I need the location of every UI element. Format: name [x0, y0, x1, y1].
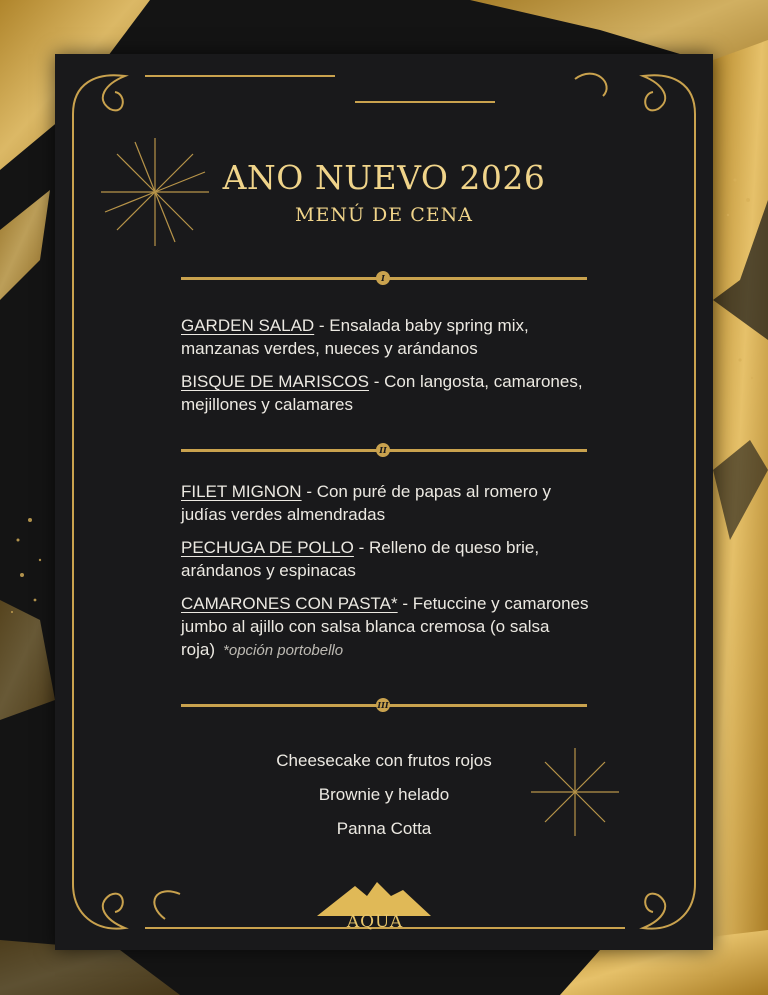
divider-course-1: [181, 271, 587, 285]
aqua-mountain-logo: [317, 882, 431, 916]
dessert-item: Cheesecake con frutos rojos: [276, 751, 492, 770]
item-note: *opción portobello: [223, 642, 344, 659]
course-marker: I: [376, 271, 390, 285]
dessert-item: Brownie y helado: [318, 785, 450, 804]
course-marker: III: [377, 700, 389, 710]
menu-item: BISQUE DE MARISCOS - Con langosta, camarones, mejillones y calamares: [181, 372, 583, 414]
dessert-item: Panna Cotta: [336, 819, 432, 838]
mains-section: [181, 480, 601, 662]
menu-item: FILET MIGNON - Con puré de papas al romero y judías verdes almendradas: [181, 482, 552, 524]
course-marker: II: [376, 443, 390, 457]
menu-item: CAMARONES CON PASTA* - Fetuccine y camarones jumbo al ajillo con salsa blanca cremosa (o salsa roja) *opción portobello: [181, 594, 589, 659]
menu-subtitle: MENÚ DE CENA: [295, 204, 473, 226]
menu-item: GARDEN SALAD - Ensalada baby spring mix, manzanas verdes, nueces y arándanos: [181, 316, 529, 358]
menu-item: PECHUGA DE POLLO - Relleno de queso brie, arándanos y espinacas: [181, 538, 540, 580]
menu-card: [55, 54, 713, 950]
divider-course-2: [181, 443, 587, 457]
divider-course-3: [181, 698, 587, 712]
starters-section: [181, 314, 601, 416]
menu-title: ANO NUEVO 2026: [222, 158, 546, 197]
brand-logo-text: AQUA: [346, 912, 404, 932]
